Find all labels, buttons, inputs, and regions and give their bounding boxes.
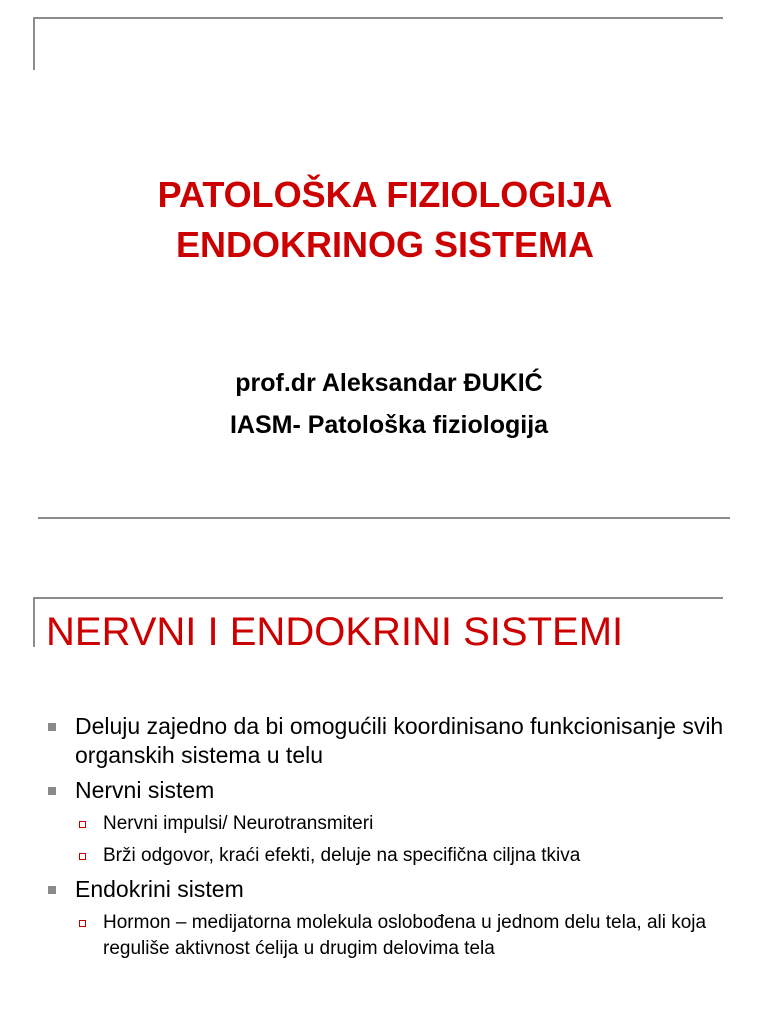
institution-name: Patološka fiziologija bbox=[300, 411, 549, 439]
list-item bbox=[0, 712, 768, 770]
list-item bbox=[0, 776, 768, 805]
sub-bullet-text: Nervni impulsi/ Neurotransmiteri bbox=[103, 813, 374, 834]
sub-list-item bbox=[0, 843, 768, 869]
institution-abbrev: IASM- bbox=[229, 411, 301, 439]
slide-divider bbox=[38, 517, 730, 519]
bullet-text: Deluju zajedno da bi omogućili koordinisano funkcionisanje svih organskih sistema u telu bbox=[75, 713, 724, 768]
title-line-2: ENDOKRINOG SISTEMA bbox=[175, 224, 595, 265]
institution-line bbox=[0, 404, 768, 446]
title-line-1: PATOLOŠKA FIZIOLOGIJA bbox=[157, 174, 613, 215]
bullet-list bbox=[0, 712, 768, 968]
slide-2-top-rule bbox=[33, 597, 723, 599]
slide-2-left-rule bbox=[33, 597, 35, 647]
sub-bullet-text: Hormon – medijatorna molekula oslobođena u jednom delu tela, ali koja reguliše aktivnost ćelija u drugim delovima tela bbox=[103, 912, 707, 959]
bullet-text: Nervni sistem bbox=[75, 777, 215, 803]
square-bullet-icon bbox=[48, 886, 56, 894]
bullet-text: Endokrini sistem bbox=[75, 876, 244, 902]
slide-1-title bbox=[0, 170, 768, 270]
square-bullet-icon bbox=[48, 723, 56, 731]
hollow-square-bullet-icon bbox=[79, 920, 86, 927]
sub-bullet-text: Brži odgovor, kraći efekti, deluje na specifična ciljna tkiva bbox=[103, 845, 581, 866]
square-bullet-icon bbox=[48, 787, 56, 795]
slide-1-subtitle bbox=[0, 362, 768, 446]
slide-1-top-rule bbox=[33, 17, 723, 19]
list-item bbox=[0, 875, 768, 904]
author-line: prof.dr Aleksandar ĐUKIĆ bbox=[235, 369, 543, 397]
sub-list-item bbox=[0, 811, 768, 837]
slide-1-left-rule bbox=[33, 17, 35, 70]
hollow-square-bullet-icon bbox=[79, 821, 86, 828]
slide-2-title: NERVNI I ENDOKRINI SISTEMI bbox=[46, 610, 624, 654]
sub-list-item bbox=[0, 910, 768, 962]
hollow-square-bullet-icon bbox=[79, 853, 86, 860]
